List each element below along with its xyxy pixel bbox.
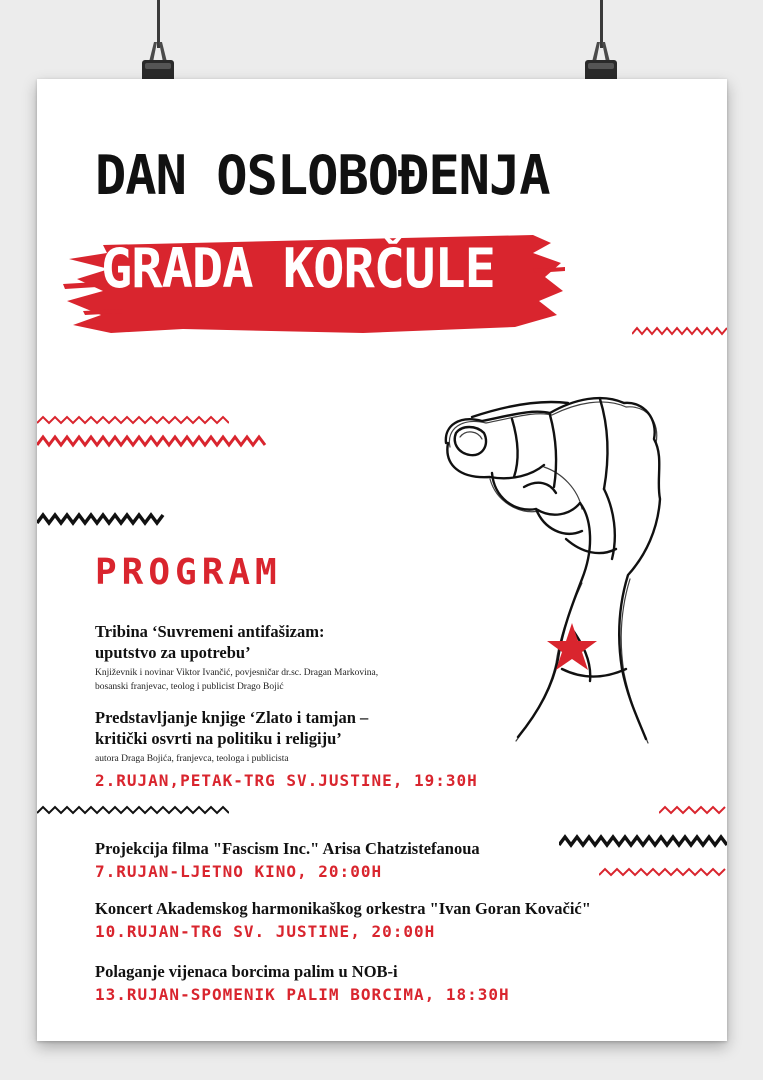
zigzag-left-1 — [37, 413, 229, 427]
zigzag-left-2 — [37, 433, 269, 449]
event-1-note: Književnik i novinar Viktor Ivančić, povjesničar dr.sc. Dragan Markovina, bosanski franjevac, teolog i publicist Drago Bojić — [95, 668, 379, 692]
zigzag-left-mid — [37, 803, 229, 817]
zigzag-left-black — [37, 511, 165, 527]
zigzag-right-low-red — [599, 865, 727, 879]
title-line-2: GRADA KORČULE — [101, 237, 495, 301]
event-1-title: Tribina ‘Suvremeni antifašizam: uputstvo za upotrebu’ — [95, 622, 325, 662]
event-3-title: Projekcija filma "Fascism Inc." Arisa Chatzistefanoua — [95, 839, 480, 858]
title-line-1: DAN OSLOBOĐENJA — [95, 144, 550, 208]
raised-fist-icon — [432, 369, 692, 749]
event-5-title: Polaganje vijenaca borcima palim u NOB-i — [95, 962, 398, 981]
event-2-date: 2.RUJAN,PETAK-TRG SV.JUSTINE, 19:30H — [95, 771, 478, 790]
poster — [37, 79, 727, 1041]
zigzag-right-black — [559, 833, 727, 849]
event-3-date: 7.RUJAN-LJETNO KINO, 20:00H — [95, 862, 383, 881]
event-4-title: Koncert Akademskog harmonikaškog orkestra "Ivan Goran Kovačić" — [95, 899, 591, 918]
event-2-note: autora Draga Bojića, franjevca, teologa i publicista — [95, 754, 289, 764]
program-heading: PROGRAM — [95, 552, 282, 593]
event-5-date: 13.RUJAN-SPOMENIK PALIM BORCIMA, 18:30H — [95, 985, 510, 1004]
event-2-title: Predstavljanje knjige ‘Zlato i tamjan – kritički osvrti na politiku i religiju’ — [95, 708, 369, 748]
zigzag-right-top — [632, 324, 727, 338]
zigzag-right-mid-red — [659, 803, 727, 817]
event-4-date: 10.RUJAN-TRG SV. JUSTINE, 20:00H — [95, 922, 436, 941]
